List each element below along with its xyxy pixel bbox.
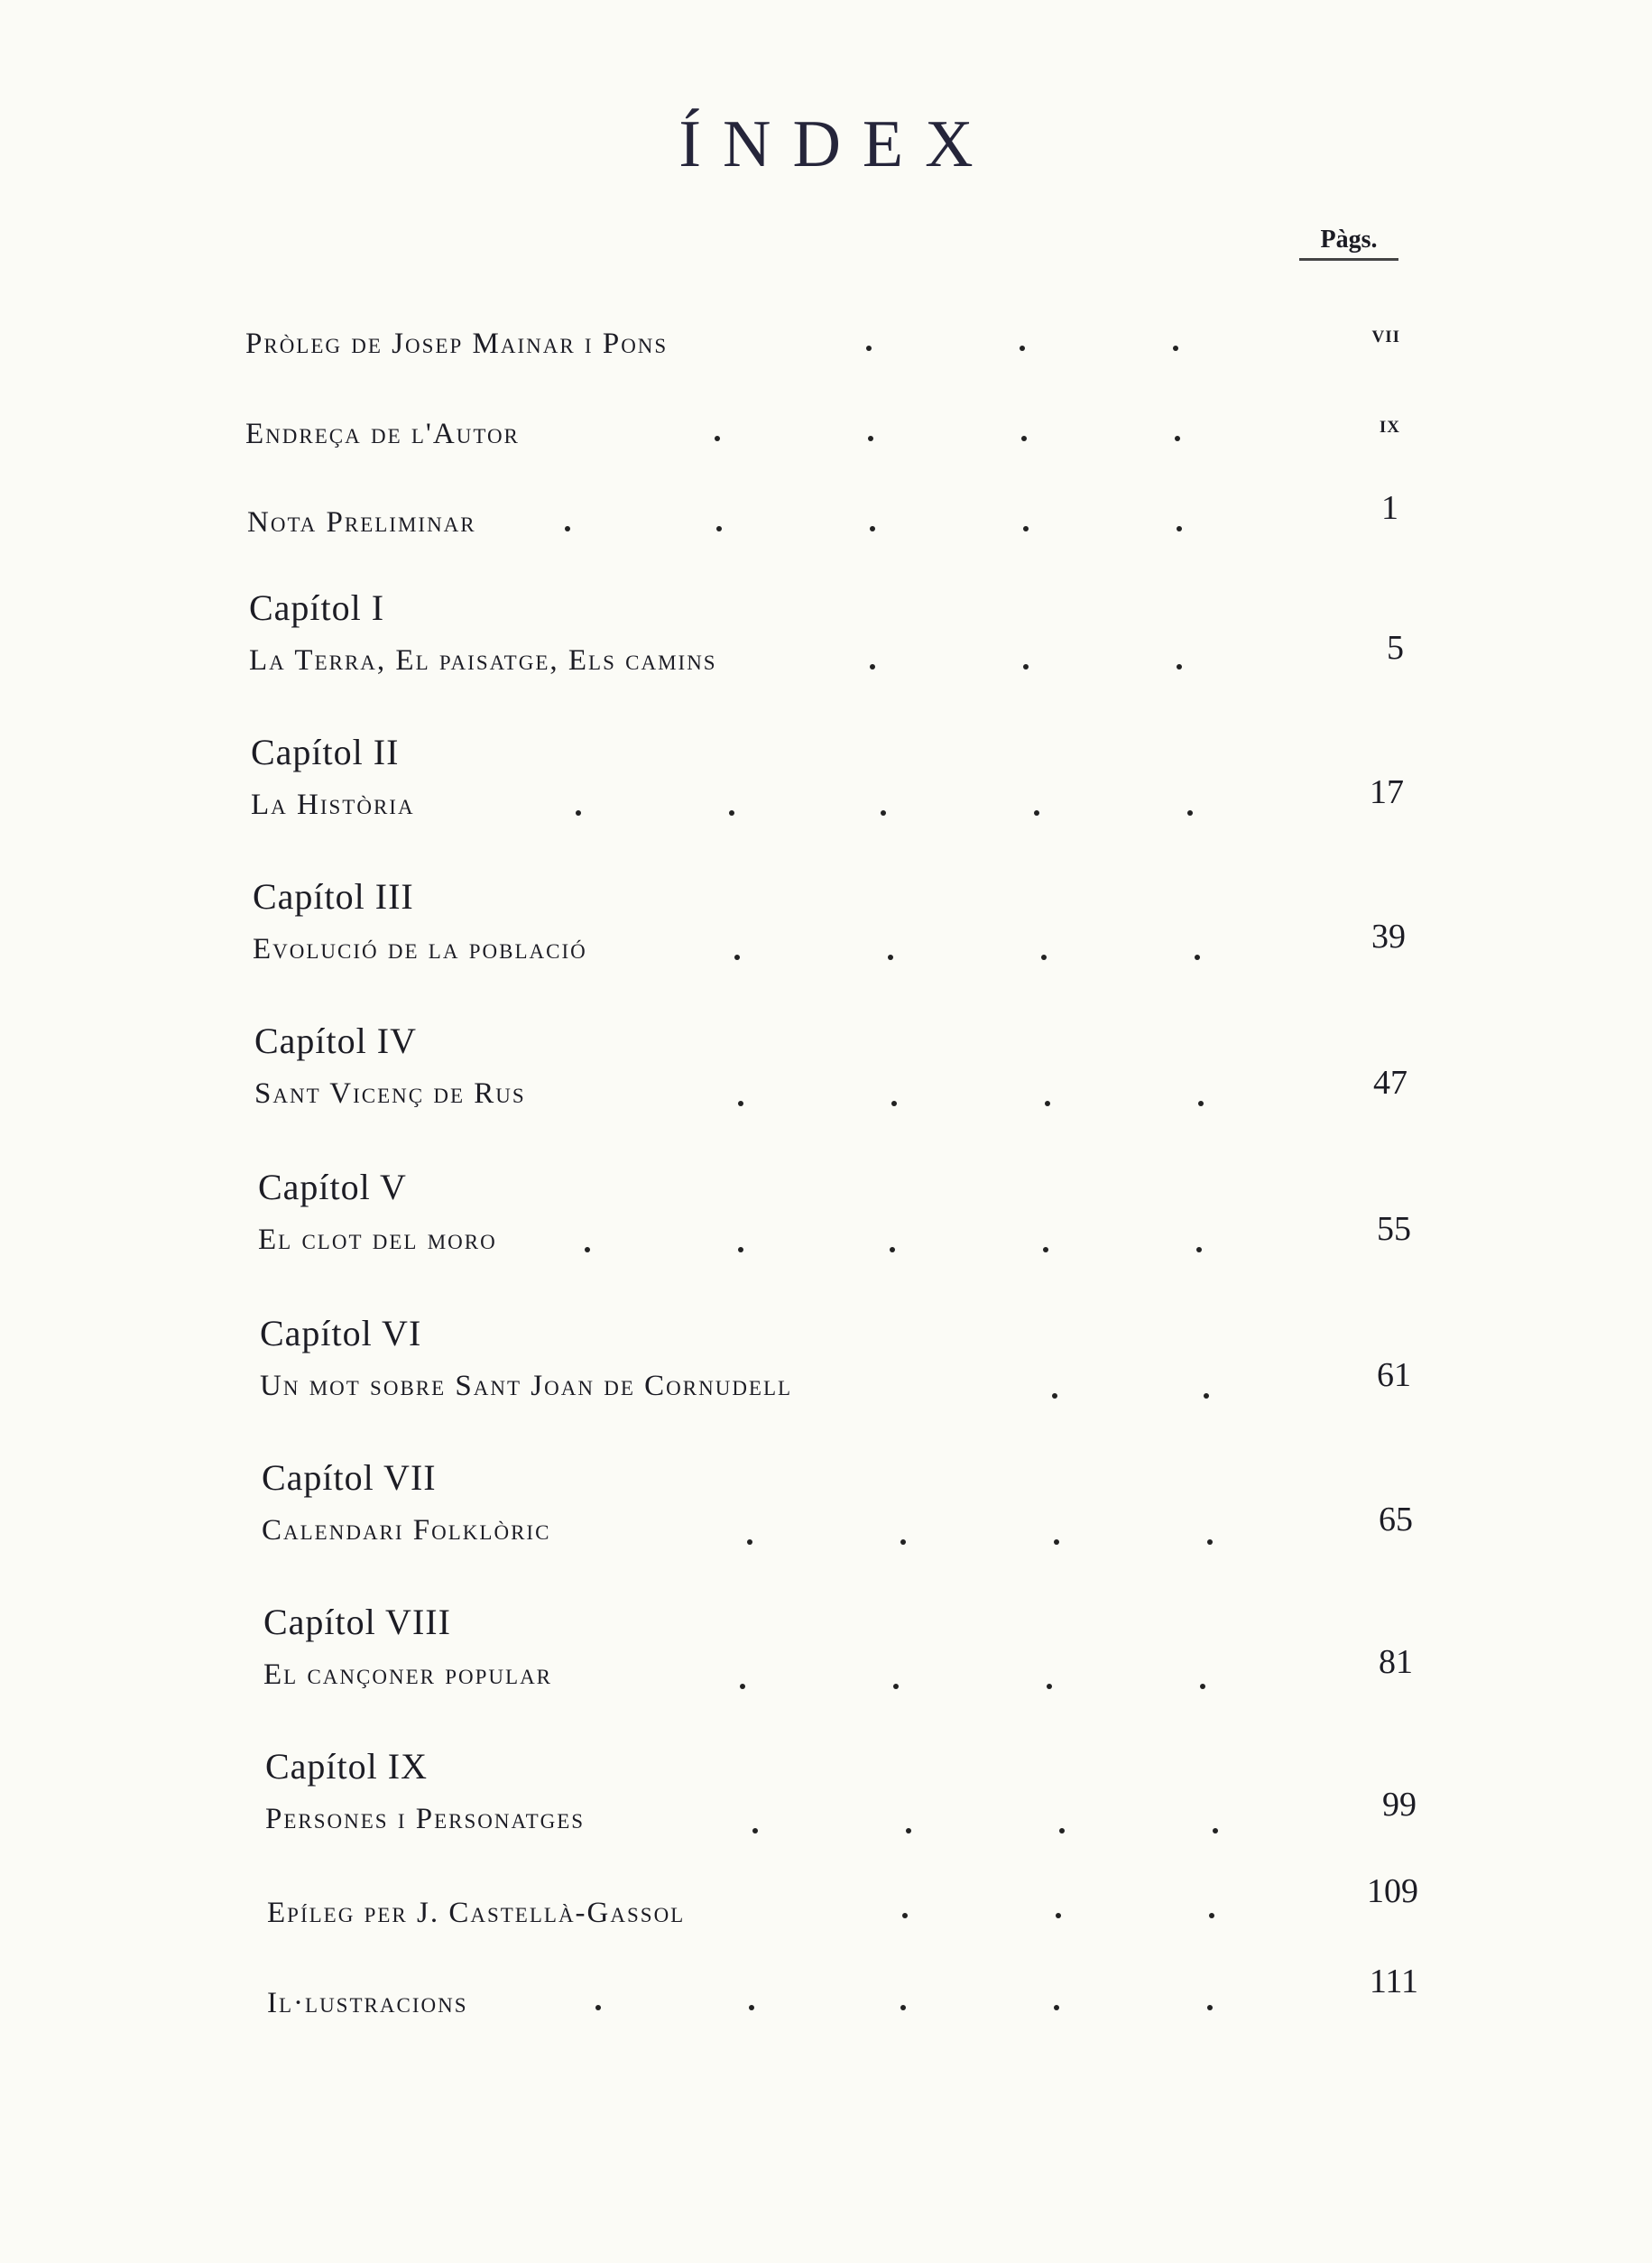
leader-dot xyxy=(738,1247,743,1252)
toc-entry xyxy=(0,1456,1652,1601)
leader-dot xyxy=(868,436,873,441)
page-number: 61 xyxy=(1377,1356,1411,1394)
page-number: 55 xyxy=(1377,1210,1411,1248)
leader-dot xyxy=(866,346,872,351)
leader-dot xyxy=(1173,346,1178,351)
leader-dot xyxy=(1200,1684,1205,1689)
leader-dot xyxy=(565,526,570,531)
page-number: 47 xyxy=(1373,1064,1407,1102)
entry-title: Persones i Personatges xyxy=(265,1803,586,1835)
leader-dot xyxy=(870,526,875,531)
page-number: 111 xyxy=(1369,1963,1418,2000)
leader-dot xyxy=(1043,1247,1048,1252)
leader-dot xyxy=(1034,810,1039,816)
leader-dot xyxy=(891,1101,897,1106)
leader-dot xyxy=(734,955,740,960)
toc-entry xyxy=(0,875,1652,1020)
toc-entry xyxy=(0,1745,1652,1889)
chapter-label: Capítol II xyxy=(251,732,400,772)
leader-dot xyxy=(716,526,722,531)
leader-dot xyxy=(1059,1828,1065,1833)
leader-dot xyxy=(729,810,734,816)
leader-dot xyxy=(900,1539,906,1545)
entry-title: Nota Preliminar xyxy=(247,506,476,539)
leader-dot xyxy=(1023,526,1029,531)
leader-dot xyxy=(1177,526,1182,531)
leader-dot xyxy=(1023,664,1029,670)
leader-dot xyxy=(1020,346,1025,351)
page-number: 99 xyxy=(1382,1786,1417,1824)
leader-dots xyxy=(0,346,1652,355)
leader-dot xyxy=(1175,436,1180,441)
entry-title: Endreça de l'Autor xyxy=(245,418,520,450)
entry-title: El clot del moro xyxy=(258,1224,497,1256)
leader-dots xyxy=(0,1539,1652,1548)
entry-title: Sant Vicenç de Rus xyxy=(254,1077,526,1110)
leader-dot xyxy=(893,1684,899,1689)
page-title: ÍNDEX xyxy=(678,107,995,181)
leader-dot xyxy=(890,1247,895,1252)
leader-dot xyxy=(740,1684,745,1689)
chapter-label: Capítol III xyxy=(253,876,414,917)
leader-dots xyxy=(0,2005,1652,2014)
page-number: 109 xyxy=(1367,1872,1418,1910)
chapter-label: Capítol IV xyxy=(254,1021,417,1061)
leader-dot xyxy=(1213,1828,1218,1833)
page-number: 5 xyxy=(1387,629,1404,667)
leader-dot xyxy=(1177,664,1182,670)
leader-dot xyxy=(900,2005,906,2010)
leader-dot xyxy=(1041,955,1047,960)
entry-title: La Terra, El paisatge, Els camins xyxy=(249,644,717,677)
leader-dot xyxy=(1021,436,1027,441)
chapter-label: Capítol I xyxy=(249,587,385,628)
leader-dot xyxy=(738,1101,743,1106)
page-number: 39 xyxy=(1371,918,1406,956)
entry-title: Calendari Folklòric xyxy=(262,1514,551,1547)
leader-dot xyxy=(1207,1539,1213,1545)
entry-title: Un mot sobre Sant Joan de Cornudell xyxy=(260,1370,793,1402)
page-number: 17 xyxy=(1370,773,1404,811)
leader-dot xyxy=(1047,1684,1052,1689)
leader-dot xyxy=(576,810,581,816)
leader-dot xyxy=(1196,1247,1202,1252)
toc-entry xyxy=(0,1020,1652,1164)
toc-entry xyxy=(0,1166,1652,1310)
leader-dot xyxy=(906,1828,911,1833)
toc-entry xyxy=(0,1963,1652,2128)
leader-dot xyxy=(585,1247,590,1252)
leader-dot xyxy=(902,1913,908,1918)
page-number: vii xyxy=(1371,320,1400,347)
leader-dots xyxy=(0,1828,1652,1837)
leader-dot xyxy=(1195,955,1200,960)
leader-dots xyxy=(0,1913,1652,1922)
leader-dots xyxy=(0,664,1652,673)
leader-dot xyxy=(881,810,886,816)
leader-dots xyxy=(0,436,1652,445)
leader-dot xyxy=(888,955,893,960)
leader-dot xyxy=(1204,1393,1209,1399)
chapter-label: Capítol VII xyxy=(262,1457,437,1498)
toc-entry xyxy=(0,1601,1652,1745)
leader-dot xyxy=(1045,1101,1050,1106)
page-number: 65 xyxy=(1379,1501,1413,1538)
pages-column-header: Pàgs. xyxy=(1299,226,1398,261)
leader-dot xyxy=(752,1828,758,1833)
page-number: 1 xyxy=(1381,489,1398,527)
leader-dot xyxy=(870,664,875,670)
leader-dots xyxy=(0,1684,1652,1693)
toc-entry xyxy=(0,1312,1652,1456)
toc-entry xyxy=(0,731,1652,875)
entry-title: El cançoner popular xyxy=(263,1658,553,1691)
entry-title: Evolució de la població xyxy=(253,933,587,965)
entry-title: Pròleg de Josep Mainar i Pons xyxy=(245,328,669,360)
toc-entry xyxy=(0,587,1652,731)
leader-dot xyxy=(715,436,720,441)
leader-dot xyxy=(1054,1539,1059,1545)
leader-dot xyxy=(747,1539,752,1545)
leader-dot xyxy=(1052,1393,1057,1399)
leader-dot xyxy=(1187,810,1193,816)
leader-dot xyxy=(1198,1101,1204,1106)
leader-dots xyxy=(0,526,1652,535)
leader-dots xyxy=(0,810,1652,819)
entry-title: Il·lustracions xyxy=(267,1987,468,2019)
leader-dot xyxy=(595,2005,601,2010)
leader-dot xyxy=(1207,2005,1213,2010)
leader-dot xyxy=(1054,2005,1059,2010)
leader-dot xyxy=(749,2005,754,2010)
page-number: ix xyxy=(1379,411,1400,438)
leader-dot xyxy=(1209,1913,1214,1918)
entry-title: La Història xyxy=(251,789,415,821)
leader-dot xyxy=(1056,1913,1061,1918)
chapter-label: Capítol VI xyxy=(260,1313,422,1353)
entry-title: Epíleg per J. Castellà-Gassol xyxy=(267,1897,686,1929)
chapter-label: Capítol IX xyxy=(265,1746,428,1787)
chapter-label: Capítol V xyxy=(258,1167,407,1207)
chapter-label: Capítol VIII xyxy=(263,1602,451,1642)
page-number: 81 xyxy=(1379,1643,1413,1681)
